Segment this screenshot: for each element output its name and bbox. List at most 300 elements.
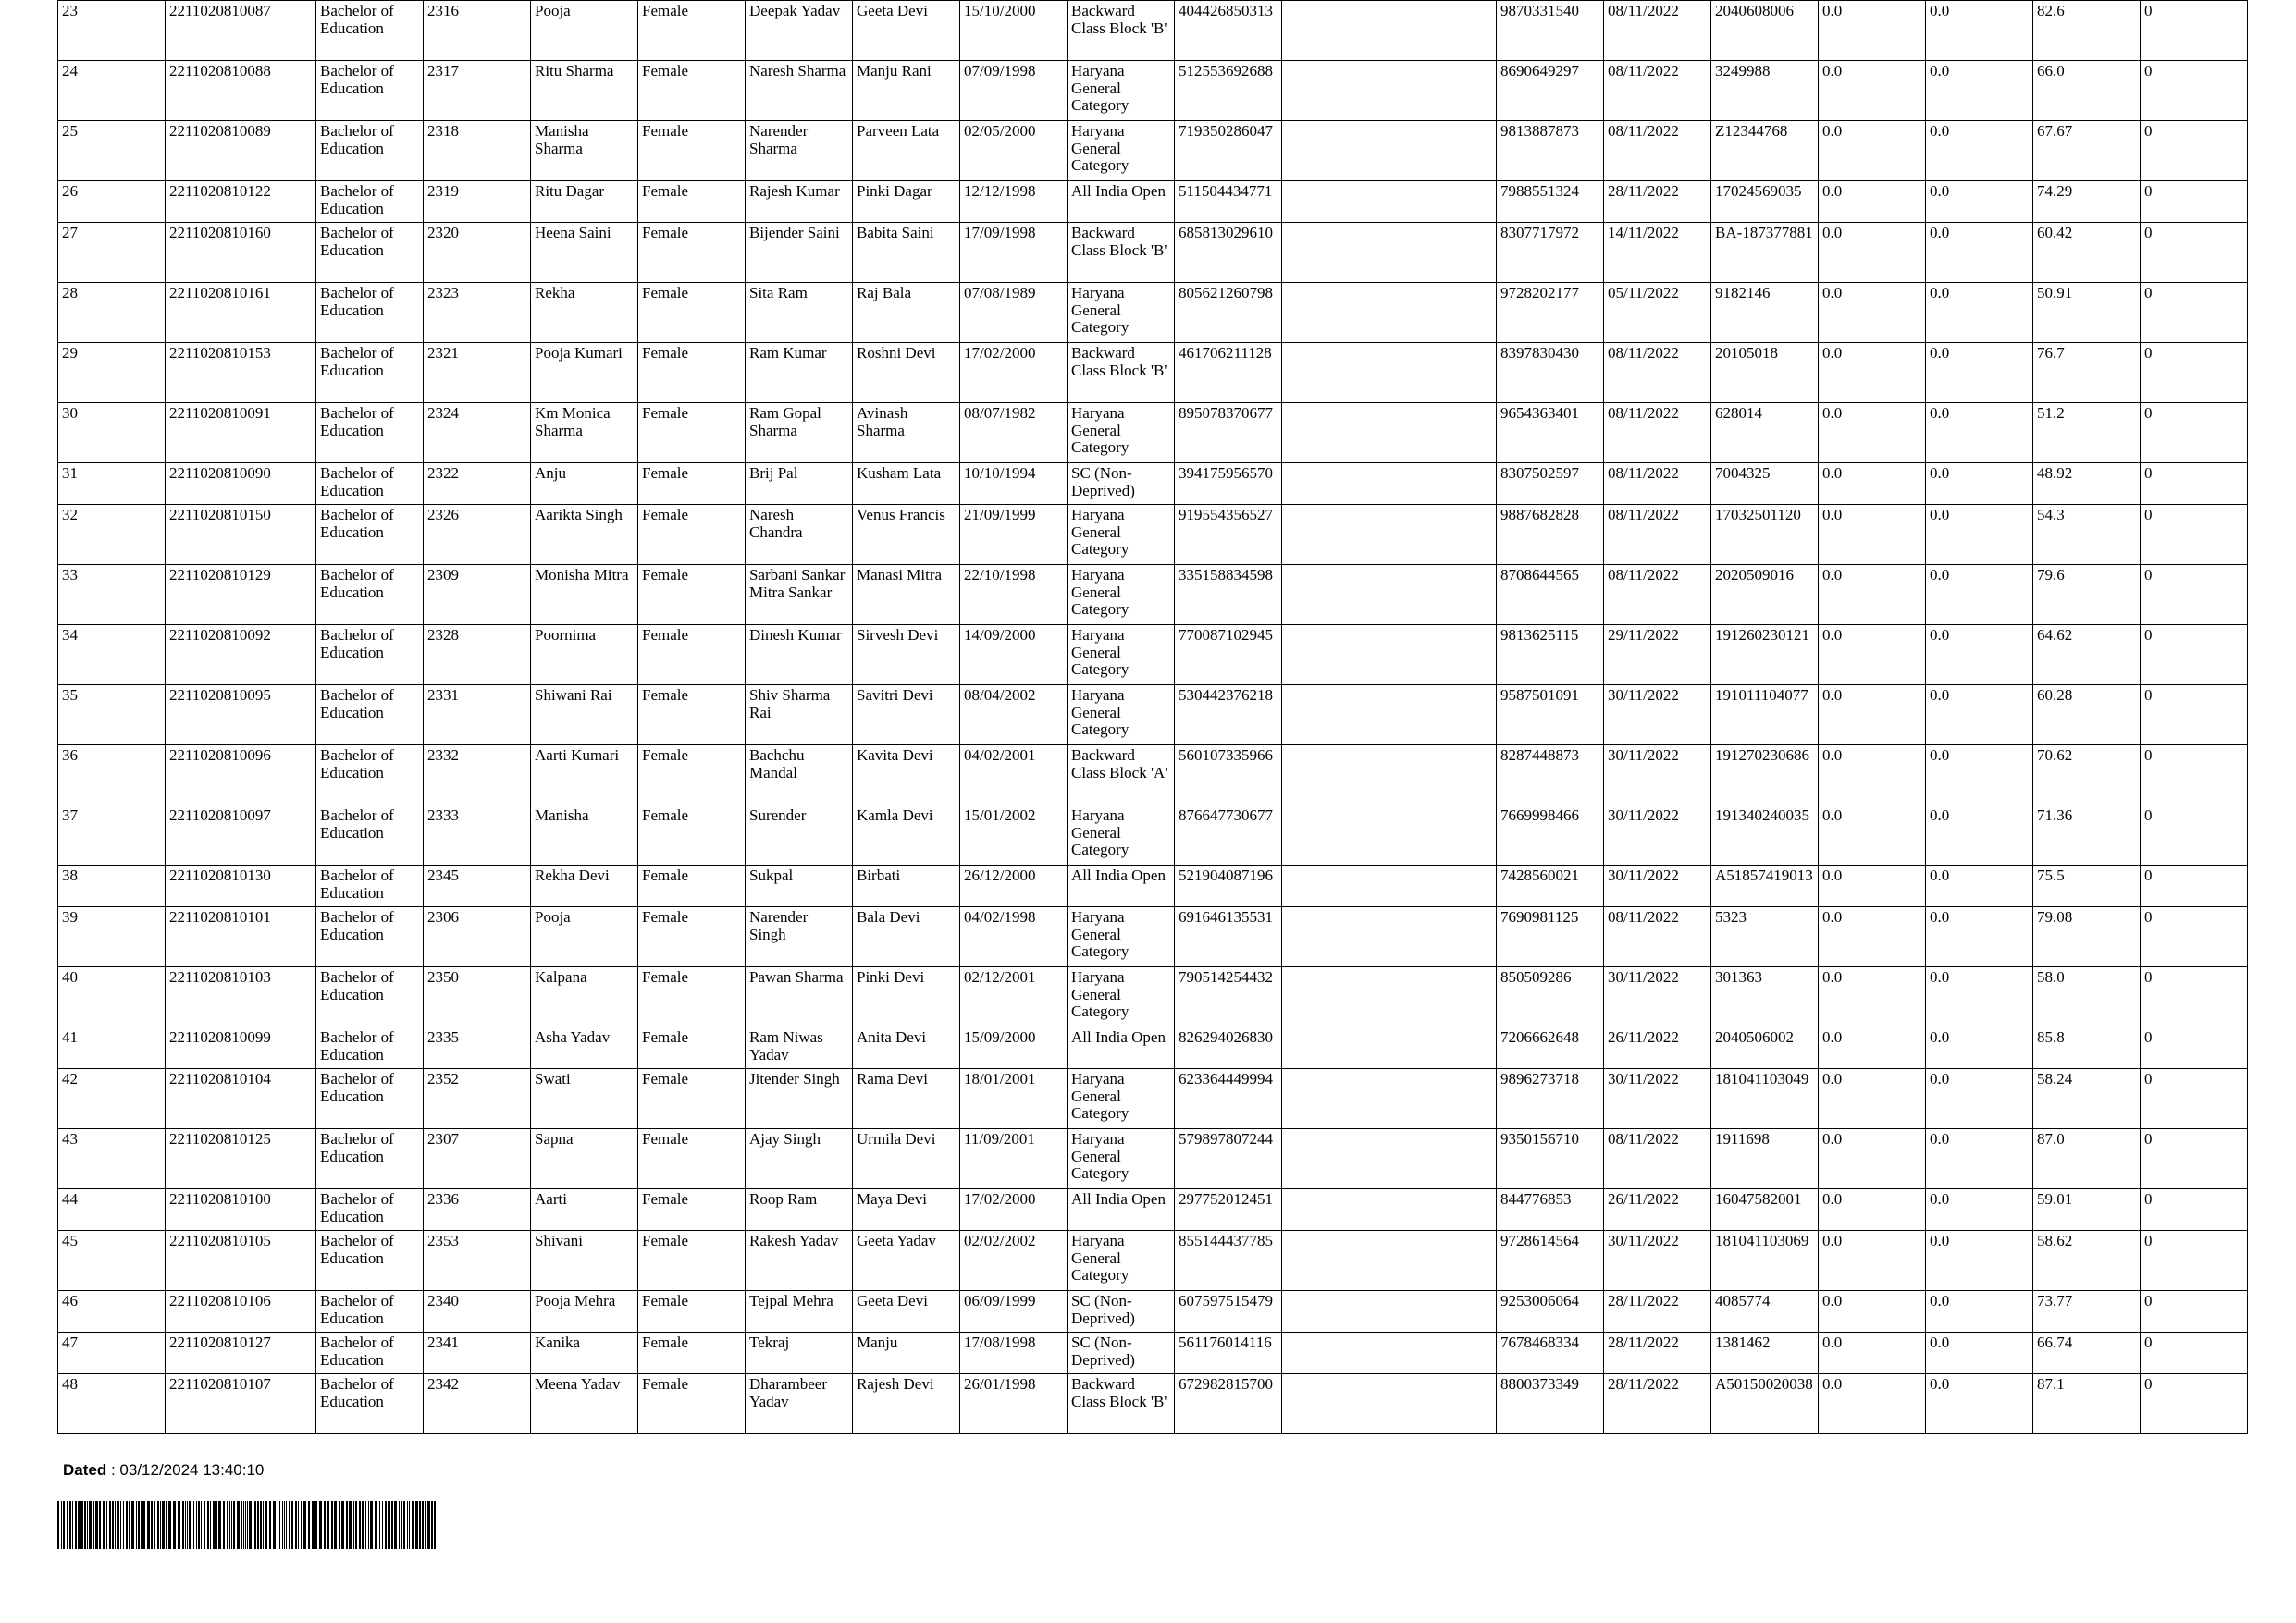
table-cell: 30/11/2022 <box>1604 745 1711 805</box>
table-cell: 0.0 <box>1926 1291 2033 1333</box>
table-cell: Bachelor of Education <box>316 1129 424 1189</box>
table-cell: 2211020810107 <box>166 1374 316 1434</box>
table-cell: 2211020810100 <box>166 1189 316 1231</box>
table-cell: 628014 <box>1711 403 1819 463</box>
table-cell: 44 <box>58 1189 166 1231</box>
table-cell: 2350 <box>424 967 531 1027</box>
table-cell: Maya Devi <box>853 1189 960 1231</box>
barcode-bar <box>394 1501 397 1549</box>
table-cell: 404426850313 <box>1175 1 1282 61</box>
table-cell: Haryana General Category <box>1068 121 1175 181</box>
table-cell: Bachelor of Education <box>316 223 424 283</box>
table-cell <box>1389 1374 1497 1434</box>
table-cell: 0.0 <box>1926 967 2033 1027</box>
barcode-bar <box>422 1501 424 1549</box>
table-cell: 9350156710 <box>1497 1129 1604 1189</box>
table-cell: Kanika <box>531 1333 638 1374</box>
table-cell: 08/07/1982 <box>960 403 1068 463</box>
table-cell: Aarti <box>531 1189 638 1231</box>
table-cell: 60.28 <box>2033 685 2141 745</box>
table-cell <box>1282 463 1389 505</box>
table-cell: 1381462 <box>1711 1333 1819 1374</box>
table-cell: Asha Yadav <box>531 1027 638 1069</box>
barcode-bar <box>178 1501 180 1549</box>
table-cell: Bijender Saini <box>746 223 853 283</box>
table-cell: 0.0 <box>1926 805 2033 866</box>
table-cell: 461706211128 <box>1175 343 1282 403</box>
table-cell: 17032501120 <box>1711 505 1819 565</box>
table-cell: Monisha Mitra <box>531 565 638 625</box>
table-cell: 08/11/2022 <box>1604 1 1711 61</box>
table-cell: 0.0 <box>1819 283 1926 343</box>
barcode-bar <box>324 1501 326 1549</box>
barcode-bar <box>265 1501 267 1549</box>
table-cell: 607597515479 <box>1175 1291 1282 1333</box>
table-cell <box>1282 565 1389 625</box>
table-cell: 79.6 <box>2033 565 2141 625</box>
table-cell: 28/11/2022 <box>1604 1291 1711 1333</box>
table-cell: Female <box>638 866 746 907</box>
table-cell: 9896273718 <box>1497 1069 1604 1129</box>
table-cell: Bachelor of Education <box>316 1333 424 1374</box>
table-cell: Manju Rani <box>853 61 960 121</box>
table-cell: Backward Class Block 'B' <box>1068 343 1175 403</box>
table-cell: 0.0 <box>1819 121 1926 181</box>
table-cell: 9728202177 <box>1497 283 1604 343</box>
table-cell: 9587501091 <box>1497 685 1604 745</box>
table-cell: 0.0 <box>1926 1069 2033 1129</box>
barcode-bar <box>341 1501 344 1549</box>
table-cell: Tejpal Mehra <box>746 1291 853 1333</box>
barcode-bar <box>136 1501 137 1549</box>
table-cell: 181041103069 <box>1711 1231 1819 1291</box>
table-cell: 41 <box>58 1027 166 1069</box>
table-cell: 919554356527 <box>1175 505 1282 565</box>
table-cell: Km Monica Sharma <box>531 403 638 463</box>
barcode-bar <box>67 1501 68 1549</box>
table-row <box>58 463 2248 505</box>
table-cell: 15/09/2000 <box>960 1027 1068 1069</box>
barcode-bar <box>213 1501 216 1549</box>
barcode-bar <box>103 1501 105 1549</box>
table-cell <box>1282 1291 1389 1333</box>
table-cell: 0.0 <box>1819 565 1926 625</box>
table-cell: Bachelor of Education <box>316 907 424 967</box>
table-cell: 0 <box>2141 907 2248 967</box>
table-cell <box>1389 121 1497 181</box>
table-cell: 58.24 <box>2033 1069 2141 1129</box>
table-cell: Backward Class Block 'B' <box>1068 223 1175 283</box>
table-cell: 39 <box>58 907 166 967</box>
table-cell: 28/11/2022 <box>1604 181 1711 223</box>
barcode-bar <box>72 1501 73 1549</box>
table-cell: Jitender Singh <box>746 1069 853 1129</box>
table-cell: Avinash Sharma <box>853 403 960 463</box>
table-cell: Aarti Kumari <box>531 745 638 805</box>
table-cell: Naresh Sharma <box>746 61 853 121</box>
table-row <box>58 343 2248 403</box>
table-cell: 0.0 <box>1819 745 1926 805</box>
table-cell: Female <box>638 967 746 1027</box>
barcode-bar <box>298 1501 299 1549</box>
table-cell: 2211020810104 <box>166 1069 316 1129</box>
table-cell: 0 <box>2141 121 2248 181</box>
barcode-bar <box>237 1501 240 1549</box>
barcode-bar <box>431 1501 433 1549</box>
barcode-bar <box>412 1501 414 1549</box>
table-cell: Deepak Yadav <box>746 1 853 61</box>
table-cell: Kalpana <box>531 967 638 1027</box>
barcode-bar <box>210 1501 211 1549</box>
table-cell: 301363 <box>1711 967 1819 1027</box>
table-cell: 7690981125 <box>1497 907 1604 967</box>
table-cell <box>1282 1069 1389 1129</box>
table-cell: Shivani <box>531 1231 638 1291</box>
table-cell <box>1282 866 1389 907</box>
barcode-bar <box>138 1501 140 1549</box>
table-cell: 45 <box>58 1231 166 1291</box>
table-cell: 0.0 <box>1819 403 1926 463</box>
table-cell: 2211020810127 <box>166 1333 316 1374</box>
table-row <box>58 967 2248 1027</box>
table-cell: Z12344768 <box>1711 121 1819 181</box>
table-cell: 7669998466 <box>1497 805 1604 866</box>
table-cell: 719350286047 <box>1175 121 1282 181</box>
table-cell: 0 <box>2141 1231 2248 1291</box>
barcode-bar <box>141 1501 142 1549</box>
table-cell: Rajesh Devi <box>853 1374 960 1434</box>
table-cell: 30/11/2022 <box>1604 967 1711 1027</box>
table-cell: 54.3 <box>2033 505 2141 565</box>
table-cell <box>1389 805 1497 866</box>
table-cell: 29 <box>58 343 166 403</box>
table-cell: Haryana General Category <box>1068 907 1175 967</box>
table-cell: 30/11/2022 <box>1604 1231 1711 1291</box>
dated-separator: : <box>106 1461 120 1479</box>
table-row <box>58 61 2248 121</box>
table-cell: 2211020810130 <box>166 866 316 907</box>
table-cell: 0.0 <box>1926 1231 2033 1291</box>
table-cell: 60.42 <box>2033 223 2141 283</box>
barcode-bar <box>391 1501 393 1549</box>
table-cell: 30 <box>58 403 166 463</box>
table-cell: 40 <box>58 967 166 1027</box>
table-cell: Haryana General Category <box>1068 565 1175 625</box>
table-cell: SC (Non-Deprived) <box>1068 1291 1175 1333</box>
table-row <box>58 866 2248 907</box>
barcode-bar <box>142 1501 145 1549</box>
table-cell: 2321 <box>424 343 531 403</box>
table-cell: 0 <box>2141 685 2248 745</box>
table-cell: 0 <box>2141 1069 2248 1129</box>
barcode-bar <box>218 1501 221 1549</box>
table-cell: Bachelor of Education <box>316 805 424 866</box>
table-cell: 9654363401 <box>1497 403 1604 463</box>
table-cell <box>1282 967 1389 1027</box>
table-cell: Narender Singh <box>746 907 853 967</box>
table-cell: 0.0 <box>1926 1189 2033 1231</box>
barcode-bar <box>425 1501 426 1549</box>
table-cell: 2326 <box>424 505 531 565</box>
table-cell: 9813887873 <box>1497 121 1604 181</box>
table-cell: 2352 <box>424 1069 531 1129</box>
table-cell: 2211020810125 <box>166 1129 316 1189</box>
table-row <box>58 1069 2248 1129</box>
table-cell: 67.67 <box>2033 121 2141 181</box>
barcode-bar <box>247 1501 248 1549</box>
table-cell: 0 <box>2141 745 2248 805</box>
table-cell: 76.7 <box>2033 343 2141 403</box>
table-cell: 26/12/2000 <box>960 866 1068 907</box>
table-cell: 11/09/2001 <box>960 1129 1068 1189</box>
table-cell <box>1282 343 1389 403</box>
table-cell: 0 <box>2141 625 2248 685</box>
table-cell: Poornima <box>531 625 638 685</box>
table-cell: Bachchu Mandal <box>746 745 853 805</box>
table-cell: Female <box>638 343 746 403</box>
table-cell: 30/11/2022 <box>1604 805 1711 866</box>
table-cell: 0.0 <box>1926 121 2033 181</box>
table-cell: Haryana General Category <box>1068 283 1175 343</box>
table-cell: A50150020038 <box>1711 1374 1819 1434</box>
table-cell: Raj Bala <box>853 283 960 343</box>
table-cell: Bachelor of Education <box>316 745 424 805</box>
table-cell: 26/01/1998 <box>960 1374 1068 1434</box>
table-cell: 2211020810161 <box>166 283 316 343</box>
table-cell: Bachelor of Education <box>316 866 424 907</box>
barcode-bar <box>166 1501 167 1549</box>
table-cell: 7206662648 <box>1497 1027 1604 1069</box>
barcode-bar <box>160 1501 161 1549</box>
table-cell: 2211020810097 <box>166 805 316 866</box>
table-cell: Female <box>638 283 746 343</box>
table-cell <box>1389 1291 1497 1333</box>
table-cell: 50.91 <box>2033 283 2141 343</box>
table-cell: Female <box>638 1027 746 1069</box>
table-cell: 0 <box>2141 283 2248 343</box>
table-cell: Backward Class Block 'B' <box>1068 1 1175 61</box>
barcode-bar <box>231 1501 232 1549</box>
table-cell: 18/01/2001 <box>960 1069 1068 1129</box>
table-cell: 0.0 <box>1926 505 2033 565</box>
table-cell: 85.8 <box>2033 1027 2141 1069</box>
table-cell: 02/05/2000 <box>960 121 1068 181</box>
table-cell <box>1282 1129 1389 1189</box>
table-cell: Female <box>638 805 746 866</box>
table-cell: 0.0 <box>1926 1374 2033 1434</box>
table-cell: Female <box>638 61 746 121</box>
table-cell <box>1282 745 1389 805</box>
barcode-bar <box>106 1501 107 1549</box>
table-cell: 8287448873 <box>1497 745 1604 805</box>
table-row <box>58 403 2248 463</box>
table-cell: 0 <box>2141 565 2248 625</box>
table-cell: Bachelor of Education <box>316 565 424 625</box>
table-cell: Bachelor of Education <box>316 463 424 505</box>
barcode-bar <box>157 1501 159 1549</box>
table-cell: Pinki Dagar <box>853 181 960 223</box>
table-cell: Haryana General Category <box>1068 967 1175 1027</box>
table-cell: 2307 <box>424 1129 531 1189</box>
table-cell: 07/09/1998 <box>960 61 1068 121</box>
barcode-bar <box>303 1501 306 1549</box>
table-cell: Brij Pal <box>746 463 853 505</box>
table-cell: Bachelor of Education <box>316 181 424 223</box>
table-cell: 59.01 <box>2033 1189 2141 1231</box>
table-cell: 2309 <box>424 565 531 625</box>
barcode-bar <box>69 1501 71 1549</box>
table-cell: 33 <box>58 565 166 625</box>
table-cell: 7004325 <box>1711 463 1819 505</box>
barcode-bar <box>286 1501 287 1549</box>
table-cell: 0.0 <box>1819 505 1926 565</box>
table-cell: Geeta Yadav <box>853 1231 960 1291</box>
table-cell: 36 <box>58 745 166 805</box>
barcode-bar <box>168 1501 171 1549</box>
table-cell: 297752012451 <box>1175 1189 1282 1231</box>
table-cell: 17/08/1998 <box>960 1333 1068 1374</box>
table-cell: Ram Kumar <box>746 343 853 403</box>
table-cell: 66.74 <box>2033 1333 2141 1374</box>
table-cell: 0.0 <box>1819 1374 1926 1434</box>
table-cell: 64.62 <box>2033 625 2141 685</box>
table-cell: 0.0 <box>1819 343 1926 403</box>
table-cell: 0 <box>2141 181 2248 223</box>
table-cell: 2340 <box>424 1291 531 1333</box>
table-cell: 2211020810087 <box>166 1 316 61</box>
table-cell: 2323 <box>424 283 531 343</box>
table-cell <box>1282 685 1389 745</box>
barcode-bar <box>173 1501 176 1549</box>
barcode-bar <box>229 1501 230 1549</box>
table-cell: Female <box>638 745 746 805</box>
barcode-bar <box>291 1501 293 1549</box>
barcode-bar <box>385 1501 387 1549</box>
table-cell: Haryana General Category <box>1068 1069 1175 1129</box>
table-cell: Bachelor of Education <box>316 1291 424 1333</box>
table-row <box>58 685 2248 745</box>
table-cell: Female <box>638 1374 746 1434</box>
barcode-bar <box>112 1501 114 1549</box>
table-cell <box>1282 223 1389 283</box>
barcode-bar <box>207 1501 209 1549</box>
barcode-bar <box>131 1501 134 1549</box>
table-cell: 23 <box>58 1 166 61</box>
table-cell: 0.0 <box>1926 1027 2033 1069</box>
table-cell: 850509286 <box>1497 967 1604 1027</box>
table-cell: 26/11/2022 <box>1604 1189 1711 1231</box>
barcode-bar <box>117 1501 119 1549</box>
barcode-bar <box>376 1501 377 1549</box>
table-cell: Roop Ram <box>746 1189 853 1231</box>
table-cell: 2317 <box>424 61 531 121</box>
table-row <box>58 121 2248 181</box>
table-cell: Backward Class Block 'A' <box>1068 745 1175 805</box>
barcode-bar <box>346 1501 348 1549</box>
dated-line <box>63 1461 264 1480</box>
barcode-bar <box>129 1501 130 1549</box>
table-cell: 2211020810160 <box>166 223 316 283</box>
table-cell: Bachelor of Education <box>316 343 424 403</box>
table-row <box>58 181 2248 223</box>
table-cell: 1911698 <box>1711 1129 1819 1189</box>
table-cell: 48 <box>58 1374 166 1434</box>
table-cell: Manisha Sharma <box>531 121 638 181</box>
table-cell: 0 <box>2141 1129 2248 1189</box>
barcode-bar <box>388 1501 390 1549</box>
barcode-bar <box>273 1501 276 1549</box>
table-cell: 2211020810091 <box>166 403 316 463</box>
table-row <box>58 1027 2248 1069</box>
barcode-bar <box>216 1501 217 1549</box>
table-cell: 66.0 <box>2033 61 2141 121</box>
table-cell: 7988551324 <box>1497 181 1604 223</box>
table-cell: 0 <box>2141 805 2248 866</box>
barcode-bar <box>109 1501 111 1549</box>
barcode-bar <box>245 1501 246 1549</box>
barcode-bar <box>241 1501 242 1549</box>
table-cell: 0.0 <box>1819 907 1926 967</box>
table-cell: Bachelor of Education <box>316 283 424 343</box>
table-cell: Haryana General Category <box>1068 505 1175 565</box>
table-cell: Female <box>638 1069 746 1129</box>
table-cell: Female <box>638 1189 746 1231</box>
table-cell: 79.08 <box>2033 907 2141 967</box>
table-cell: 2211020810096 <box>166 745 316 805</box>
table-cell: 0.0 <box>1926 1 2033 61</box>
table-cell: 0 <box>2141 505 2248 565</box>
table-cell: 844776853 <box>1497 1189 1604 1231</box>
table-cell: Narender Sharma <box>746 121 853 181</box>
table-cell: 855144437785 <box>1175 1231 1282 1291</box>
barcode-bar <box>223 1501 225 1549</box>
table-cell: Female <box>638 565 746 625</box>
table-cell: 2040506002 <box>1711 1027 1819 1069</box>
table-cell: 58.0 <box>2033 967 2141 1027</box>
barcode-bar <box>269 1501 271 1549</box>
table-cell: Haryana General Category <box>1068 625 1175 685</box>
barcode-bar <box>198 1501 200 1549</box>
table-cell: 0.0 <box>1819 1129 1926 1189</box>
table-cell: 0.0 <box>1819 685 1926 745</box>
table-cell: 2211020810122 <box>166 181 316 223</box>
table-cell: Female <box>638 1129 746 1189</box>
table-cell: 25 <box>58 121 166 181</box>
table-cell: 0.0 <box>1819 1291 1926 1333</box>
table-cell: Bachelor of Education <box>316 61 424 121</box>
table-cell: 8307717972 <box>1497 223 1604 283</box>
table-cell: 08/11/2022 <box>1604 463 1711 505</box>
table-row <box>58 1 2248 61</box>
table-cell <box>1282 907 1389 967</box>
table-cell: 2211020810099 <box>166 1027 316 1069</box>
barcode-bar <box>162 1501 165 1549</box>
table-cell: 335158834598 <box>1175 565 1282 625</box>
table-row <box>58 565 2248 625</box>
table-cell <box>1389 1027 1497 1069</box>
table-cell: Manju <box>853 1333 960 1374</box>
table-cell: Female <box>638 685 746 745</box>
table-cell: 0.0 <box>1926 181 2033 223</box>
table-cell: 51.2 <box>2033 403 2141 463</box>
table-cell: 2211020810090 <box>166 463 316 505</box>
table-cell: 2332 <box>424 745 531 805</box>
table-cell: 04/02/1998 <box>960 907 1068 967</box>
barcode-bar <box>147 1501 150 1549</box>
table-cell: 74.29 <box>2033 181 2141 223</box>
barcode-bar <box>365 1501 366 1549</box>
table-cell <box>1282 403 1389 463</box>
